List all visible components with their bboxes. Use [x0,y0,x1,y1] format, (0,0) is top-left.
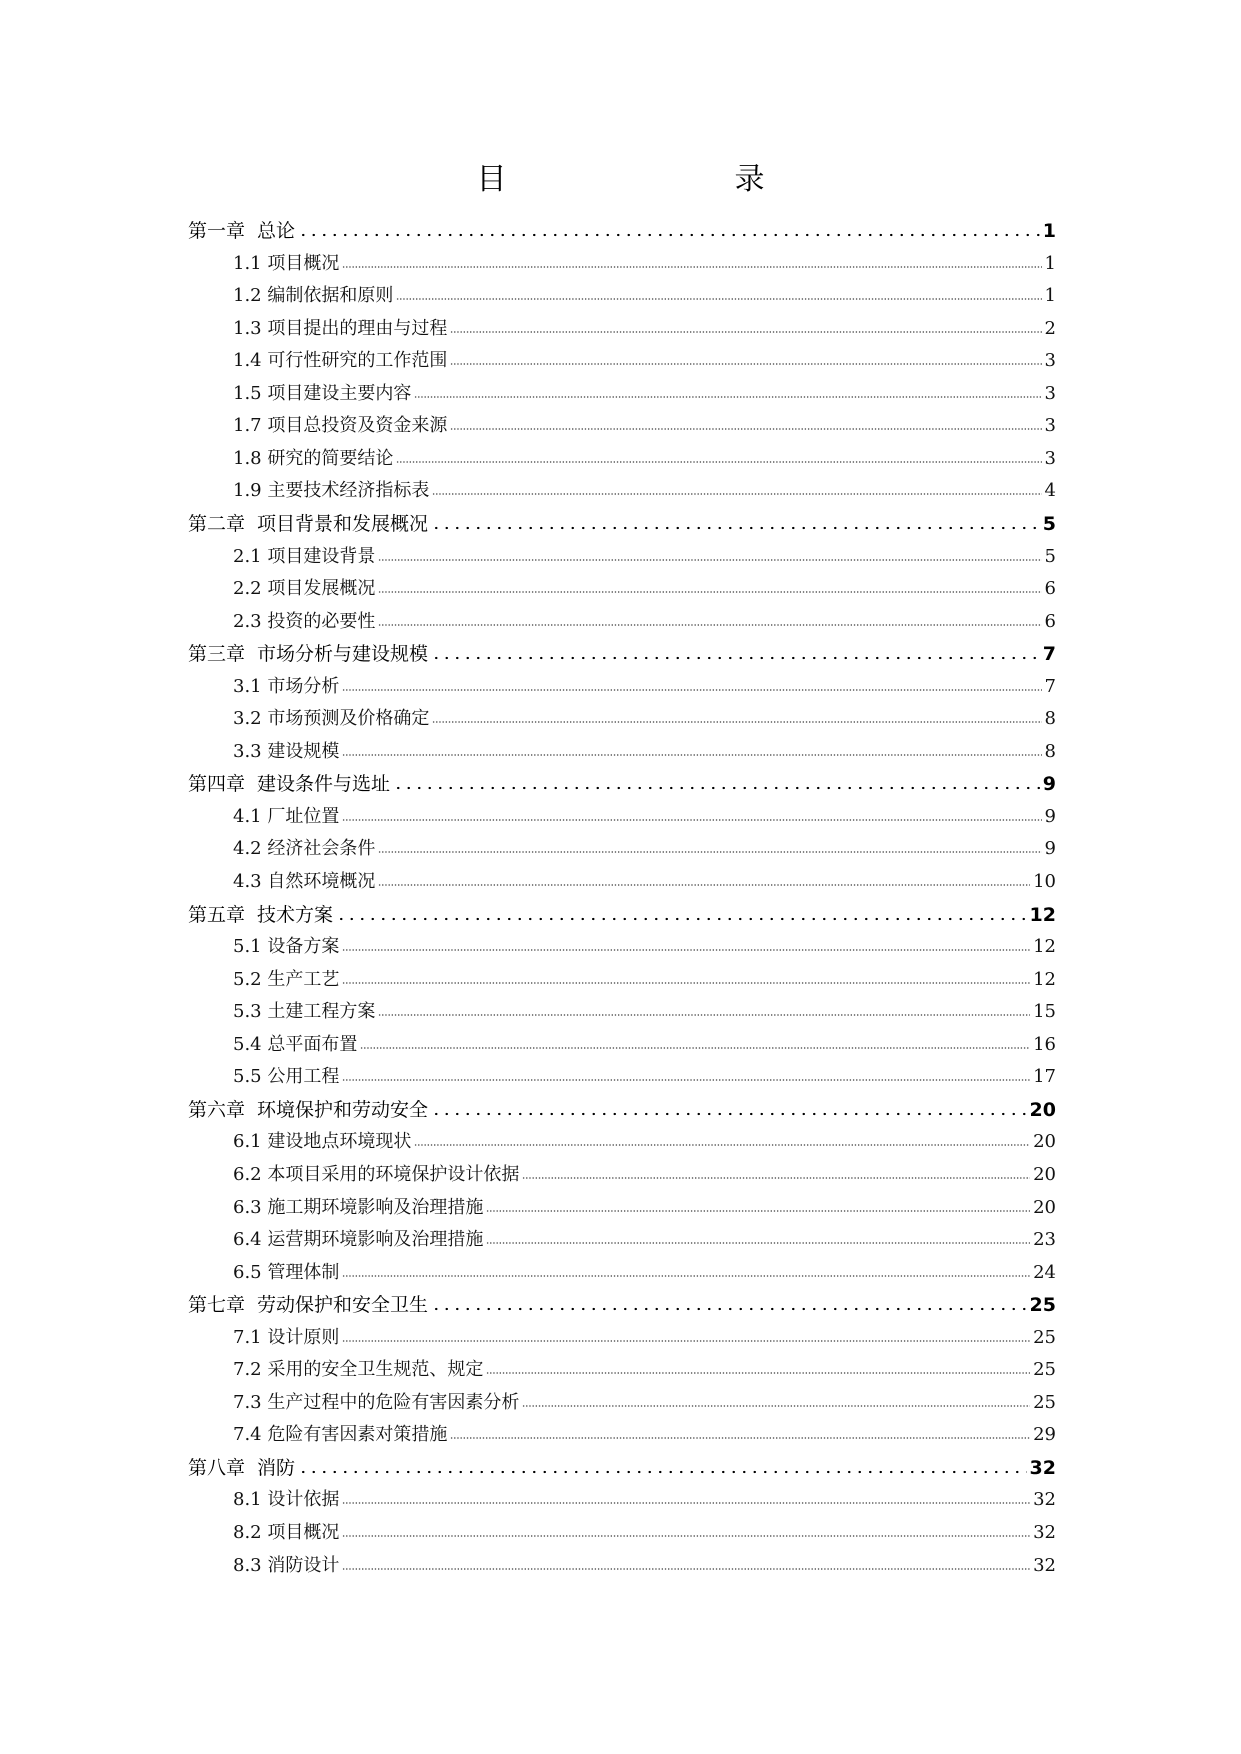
page-number: 4 [1044,480,1056,502]
section-title: 2.2 项目发展概况 [233,578,376,600]
toc-section-entry[interactable] [233,997,1056,1027]
dot-leader [342,1339,1030,1343]
section-title: 1.1 项目概况 [233,252,340,274]
section-title: 8.2 项目概况 [233,1522,340,1543]
dot-leader [486,1209,1030,1213]
section-title: 6.3 施工期环境影响及治理措施 [233,1196,484,1218]
chapter-title [188,639,428,666]
dot-leader [378,1013,1030,1017]
dot-leader [342,1567,1030,1571]
toc-section-entry[interactable] [233,411,1056,441]
dot-leader [450,362,1041,366]
toc-section-entry[interactable] [233,1193,1056,1223]
toc-section-entry[interactable] [233,672,1056,702]
toc-section-entry[interactable] [233,1127,1056,1157]
chapter-title [188,1453,295,1480]
page-number: 32 [1033,1554,1056,1576]
dot-leader [342,948,1030,952]
page-number: 3 [1044,447,1056,469]
dot-leader [486,1371,1030,1375]
page-number: 20 [1033,1131,1056,1153]
toc-section-entry[interactable] [233,1355,1056,1385]
dot-leader [342,981,1030,985]
dot-leader [431,656,1040,660]
section-title: 7.3 生产过程中的危险有害因素分析 [233,1391,520,1413]
toc-section-entry[interactable] [233,574,1056,604]
section-title: 5.3 土建工程方案 [233,1001,376,1023]
toc-chapter-entry[interactable] [188,900,1056,930]
chapter-number: 第七章 [188,1294,246,1317]
dot-leader [342,1534,1030,1538]
page-number: 20 [1033,1196,1056,1218]
dot-leader [298,1470,1027,1474]
toc-section-entry[interactable] [233,444,1056,474]
page-number: 3 [1044,415,1056,437]
toc-section-entry[interactable] [233,346,1056,376]
dot-leader [450,1436,1030,1440]
toc-section-entry[interactable] [233,476,1056,506]
page-number: 32 [1029,1456,1056,1479]
page-number: 8 [1044,740,1056,762]
section-title: 8.1 设计依据 [233,1489,340,1511]
chapter-title [188,1095,428,1122]
dot-leader [450,427,1041,431]
toc-section-entry[interactable] [233,1420,1056,1450]
section-title: 5.1 设备方案 [233,936,340,958]
toc-section-entry[interactable] [233,314,1056,344]
chapter-title [188,509,428,536]
dot-leader [396,297,1041,301]
page-number: 20 [1033,1163,1056,1185]
dot-leader [378,623,1041,627]
dot-leader [486,1241,1030,1245]
section-title: 5.4 总平面布置 [233,1033,358,1055]
toc-section-entry[interactable] [233,1485,1056,1515]
chapter-number: 第六章 [188,1098,246,1121]
section-title: 4.1 厂址位置 [233,805,340,827]
toc-chapter-entry[interactable] [188,1095,1056,1125]
dot-leader [342,753,1041,757]
dot-leader [298,233,1040,237]
page-number: 3 [1044,350,1056,372]
page-number: 25 [1029,1294,1056,1317]
dot-leader [336,917,1027,921]
section-title: 1.7 项目总投资及资金来源 [233,415,448,437]
toc-section-entry[interactable] [233,249,1056,279]
page-number: 12 [1033,936,1056,958]
section-title: 7.2 采用的安全卫生规范、规定 [233,1359,484,1381]
toc-section-entry[interactable] [233,1518,1056,1548]
page-number: 32 [1033,1522,1056,1543]
page-number: 10 [1033,871,1056,892]
chapter-name: 劳动保护和安全卫生 [257,1294,429,1317]
chapter-name: 总论 [257,220,296,242]
dot-leader [396,460,1041,464]
chapter-number: 第二章 [188,512,246,535]
chapter-name: 消防 [257,1456,296,1479]
toc-section-entry[interactable] [233,1551,1056,1581]
page-number: 9 [1044,838,1056,860]
section-title: 3.1 市场分析 [233,675,340,697]
section-title: 5.5 公用工程 [233,1066,340,1088]
chapter-number: 第五章 [188,903,246,926]
page-number: 29 [1033,1424,1056,1446]
dot-leader [378,883,1030,887]
page-number: 7 [1042,643,1056,666]
dot-leader [450,330,1041,334]
dot-leader [342,265,1041,269]
page-number: 24 [1033,1261,1056,1283]
chapter-name: 市场分析与建设规模 [257,643,429,666]
chapter-title [188,1290,428,1317]
section-title: 6.5 管理体制 [233,1261,340,1283]
chapter-number: 第三章 [188,643,246,666]
page-number: 17 [1033,1066,1056,1088]
dot-leader [378,850,1041,854]
section-title: 8.3 消防设计 [233,1554,340,1576]
page-number: 6 [1044,578,1056,600]
page-number: 9 [1044,805,1056,827]
dot-leader [522,1404,1030,1408]
section-title: 1.9 主要技术经济指标表 [233,480,430,502]
page-number: 15 [1033,1001,1056,1023]
dot-leader [414,395,1041,399]
dot-leader [342,688,1041,692]
dot-leader [522,1176,1030,1180]
page-number: 6 [1044,610,1056,632]
toc-section-entry[interactable] [233,542,1056,572]
chapter-name: 环境保护和劳动安全 [257,1098,429,1121]
dot-leader [342,818,1041,822]
page-number: 25 [1033,1391,1056,1413]
dot-leader [342,1501,1030,1505]
section-title: 1.8 研究的简要结论 [233,447,394,469]
toc-section-entry[interactable] [233,281,1056,311]
section-title: 6.1 建设地点环境现状 [233,1131,412,1153]
section-title: 6.2 本项目采用的环境保护设计依据 [233,1163,520,1185]
page-number: 16 [1033,1033,1056,1055]
section-title: 3.2 市场预测及价格确定 [233,708,430,730]
toc-section-entry[interactable] [233,379,1056,409]
chapter-name: 项目背景和发展概况 [257,512,429,535]
toc-section-entry[interactable] [233,1225,1056,1255]
page-number: 1 [1044,285,1056,307]
dot-leader [432,492,1041,496]
section-title: 3.3 建设规模 [233,740,340,762]
toc-chapter-entry[interactable] [188,1290,1056,1320]
dot-leader [378,590,1041,594]
toc-section-entry[interactable] [233,737,1056,767]
chapter-title [188,216,295,243]
toc-section-entry[interactable] [233,704,1056,734]
dot-leader [378,558,1041,562]
page-number: 32 [1033,1489,1056,1511]
toc-section-entry[interactable] [233,1388,1056,1418]
section-title: 7.1 设计原则 [233,1326,340,1348]
section-title: 4.3 自然环境概况 [233,871,376,892]
dot-leader [393,786,1040,790]
page-number: 25 [1033,1326,1056,1348]
section-title: 7.4 危险有害因素对策措施 [233,1424,448,1446]
chapter-number: 第一章 [188,220,246,242]
dot-leader [414,1143,1030,1147]
chapter-number: 第四章 [188,773,246,796]
chapter-name: 建设条件与选址 [257,773,391,796]
page-number: 5 [1044,545,1056,567]
dot-leader [432,720,1041,724]
toc-chapter-entry[interactable] [188,509,1056,539]
toc-chapter-entry[interactable] [188,639,1056,669]
section-title: 1.2 编制依据和原则 [233,285,394,307]
page-number: 2 [1044,317,1056,339]
page-number: 1 [1042,220,1056,242]
toc-section-entry[interactable] [233,867,1056,897]
dot-leader [431,1112,1027,1116]
toc-section-entry[interactable] [233,1323,1056,1353]
toc-chapter-entry[interactable] [188,216,1056,246]
page-number: 5 [1042,512,1056,535]
page-number: 20 [1029,1098,1056,1121]
section-title: 2.1 项目建设背景 [233,545,376,567]
toc-section-entry[interactable] [233,607,1056,637]
dot-leader [431,526,1040,530]
section-title: 5.2 生产工艺 [233,968,340,990]
toc-section-entry[interactable] [233,932,1056,962]
chapter-title [188,769,390,796]
page-number: 12 [1029,903,1056,926]
toc-section-entry[interactable] [233,1258,1056,1288]
toc-chapter-entry[interactable] [188,769,1056,799]
section-title: 1.4 可行性研究的工作范围 [233,350,448,372]
page-number: 3 [1044,382,1056,404]
section-title: 1.5 项目建设主要内容 [233,382,412,404]
page-number: 23 [1033,1229,1056,1251]
dot-leader [342,1078,1030,1082]
toc-section-entry[interactable] [233,1030,1056,1060]
section-title: 1.3 项目提出的理由与过程 [233,317,448,339]
toc-chapter-entry[interactable] [188,1453,1056,1483]
page-title: 目 录 [476,162,821,197]
page-number: 8 [1044,708,1056,730]
chapter-name: 技术方案 [257,903,334,926]
section-title: 4.2 经济社会条件 [233,838,376,860]
toc-section-entry[interactable] [233,834,1056,864]
page-number: 9 [1042,773,1056,796]
section-title: 6.4 运营期环境影响及治理措施 [233,1229,484,1251]
toc-section-entry[interactable] [233,1160,1056,1190]
toc-section-entry[interactable] [233,1062,1056,1092]
dot-leader [342,1274,1030,1278]
chapter-title [188,900,333,927]
page-number: 7 [1044,675,1056,697]
toc-section-entry[interactable] [233,802,1056,832]
section-title: 2.3 投资的必要性 [233,610,376,632]
page-number: 25 [1033,1359,1056,1381]
dot-leader [431,1307,1027,1311]
page-number: 1 [1044,252,1056,274]
dot-leader [360,1046,1030,1050]
page-number: 12 [1033,968,1056,990]
chapter-number: 第八章 [188,1456,246,1479]
toc-section-entry[interactable] [233,965,1056,995]
